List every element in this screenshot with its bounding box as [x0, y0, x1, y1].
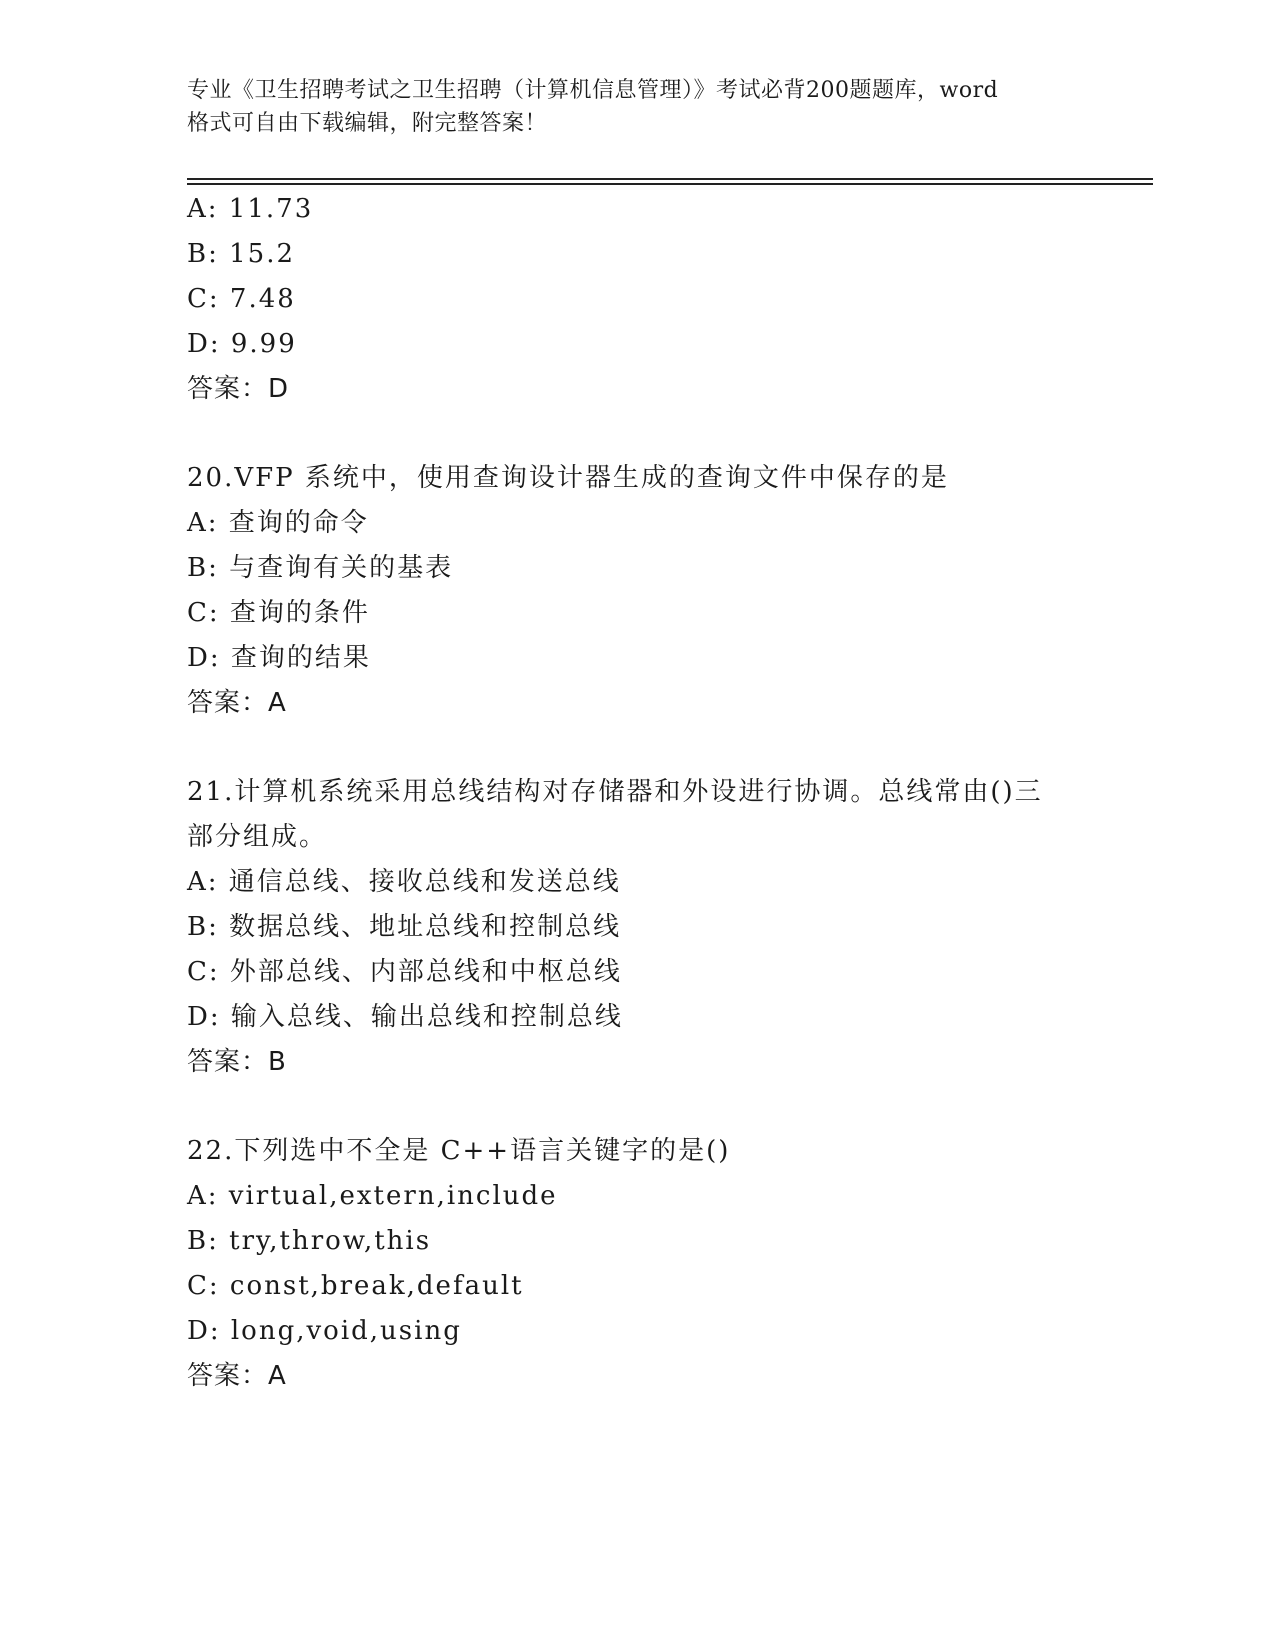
- q22-option-d: D: long,void,using: [187, 1316, 462, 1346]
- q20-option-a: A: 查询的命令: [187, 508, 369, 538]
- q21-option-a: A: 通信总线、接收总线和发送总线: [187, 867, 621, 897]
- q20-answer: 答案：A: [187, 688, 287, 718]
- q20-option-c: C: 查询的条件: [187, 598, 370, 628]
- q21-option-b: B: 数据总线、地址总线和控制总线: [187, 912, 622, 942]
- header-divider-bottom: [187, 183, 1153, 185]
- q22-question: 22.下列选中不全是 C++语言关键字的是(): [187, 1136, 731, 1166]
- document-header: [187, 74, 1087, 140]
- q19-option-b: B: 15.2: [187, 239, 296, 269]
- q21-question-line1: 21.计算机系统采用总线结构对存储器和外设进行协调。总线常由()三: [187, 777, 1043, 807]
- header-title-line1: 专业《卫生招聘考试之卫生招聘（计算机信息管理）》考试必背200题题库，word: [187, 78, 999, 103]
- q21-option-c: C: 外部总线、内部总线和中枢总线: [187, 957, 622, 987]
- q19-option-c: C: 7.48: [187, 284, 296, 314]
- q22-option-c: C: const,break,default: [187, 1271, 524, 1301]
- q22-answer: 答案：A: [187, 1361, 287, 1391]
- q20-option-b: B: 与查询有关的基表: [187, 553, 454, 583]
- q19-option-d: D: 9.99: [187, 329, 297, 359]
- q21-option-d: D: 输入总线、输出总线和控制总线: [187, 1002, 623, 1032]
- q21-question-line2: 部分组成。: [187, 822, 328, 852]
- header-title-line2: 格式可自由下载编辑，附完整答案！: [187, 111, 548, 136]
- header-divider-top: [187, 178, 1153, 180]
- q20-option-d: D: 查询的结果: [187, 643, 371, 673]
- q21-answer: 答案：B: [187, 1047, 287, 1077]
- q20-question: 20.VFP 系统中，使用查询设计器生成的查询文件中保存的是: [187, 463, 949, 493]
- q19-answer: 答案：D: [187, 374, 290, 404]
- q22-option-b: B: try,throw,this: [187, 1226, 432, 1256]
- q22-option-a: A: virtual,extern,include: [187, 1181, 558, 1211]
- q19-option-a: A: 11.73: [187, 194, 314, 224]
